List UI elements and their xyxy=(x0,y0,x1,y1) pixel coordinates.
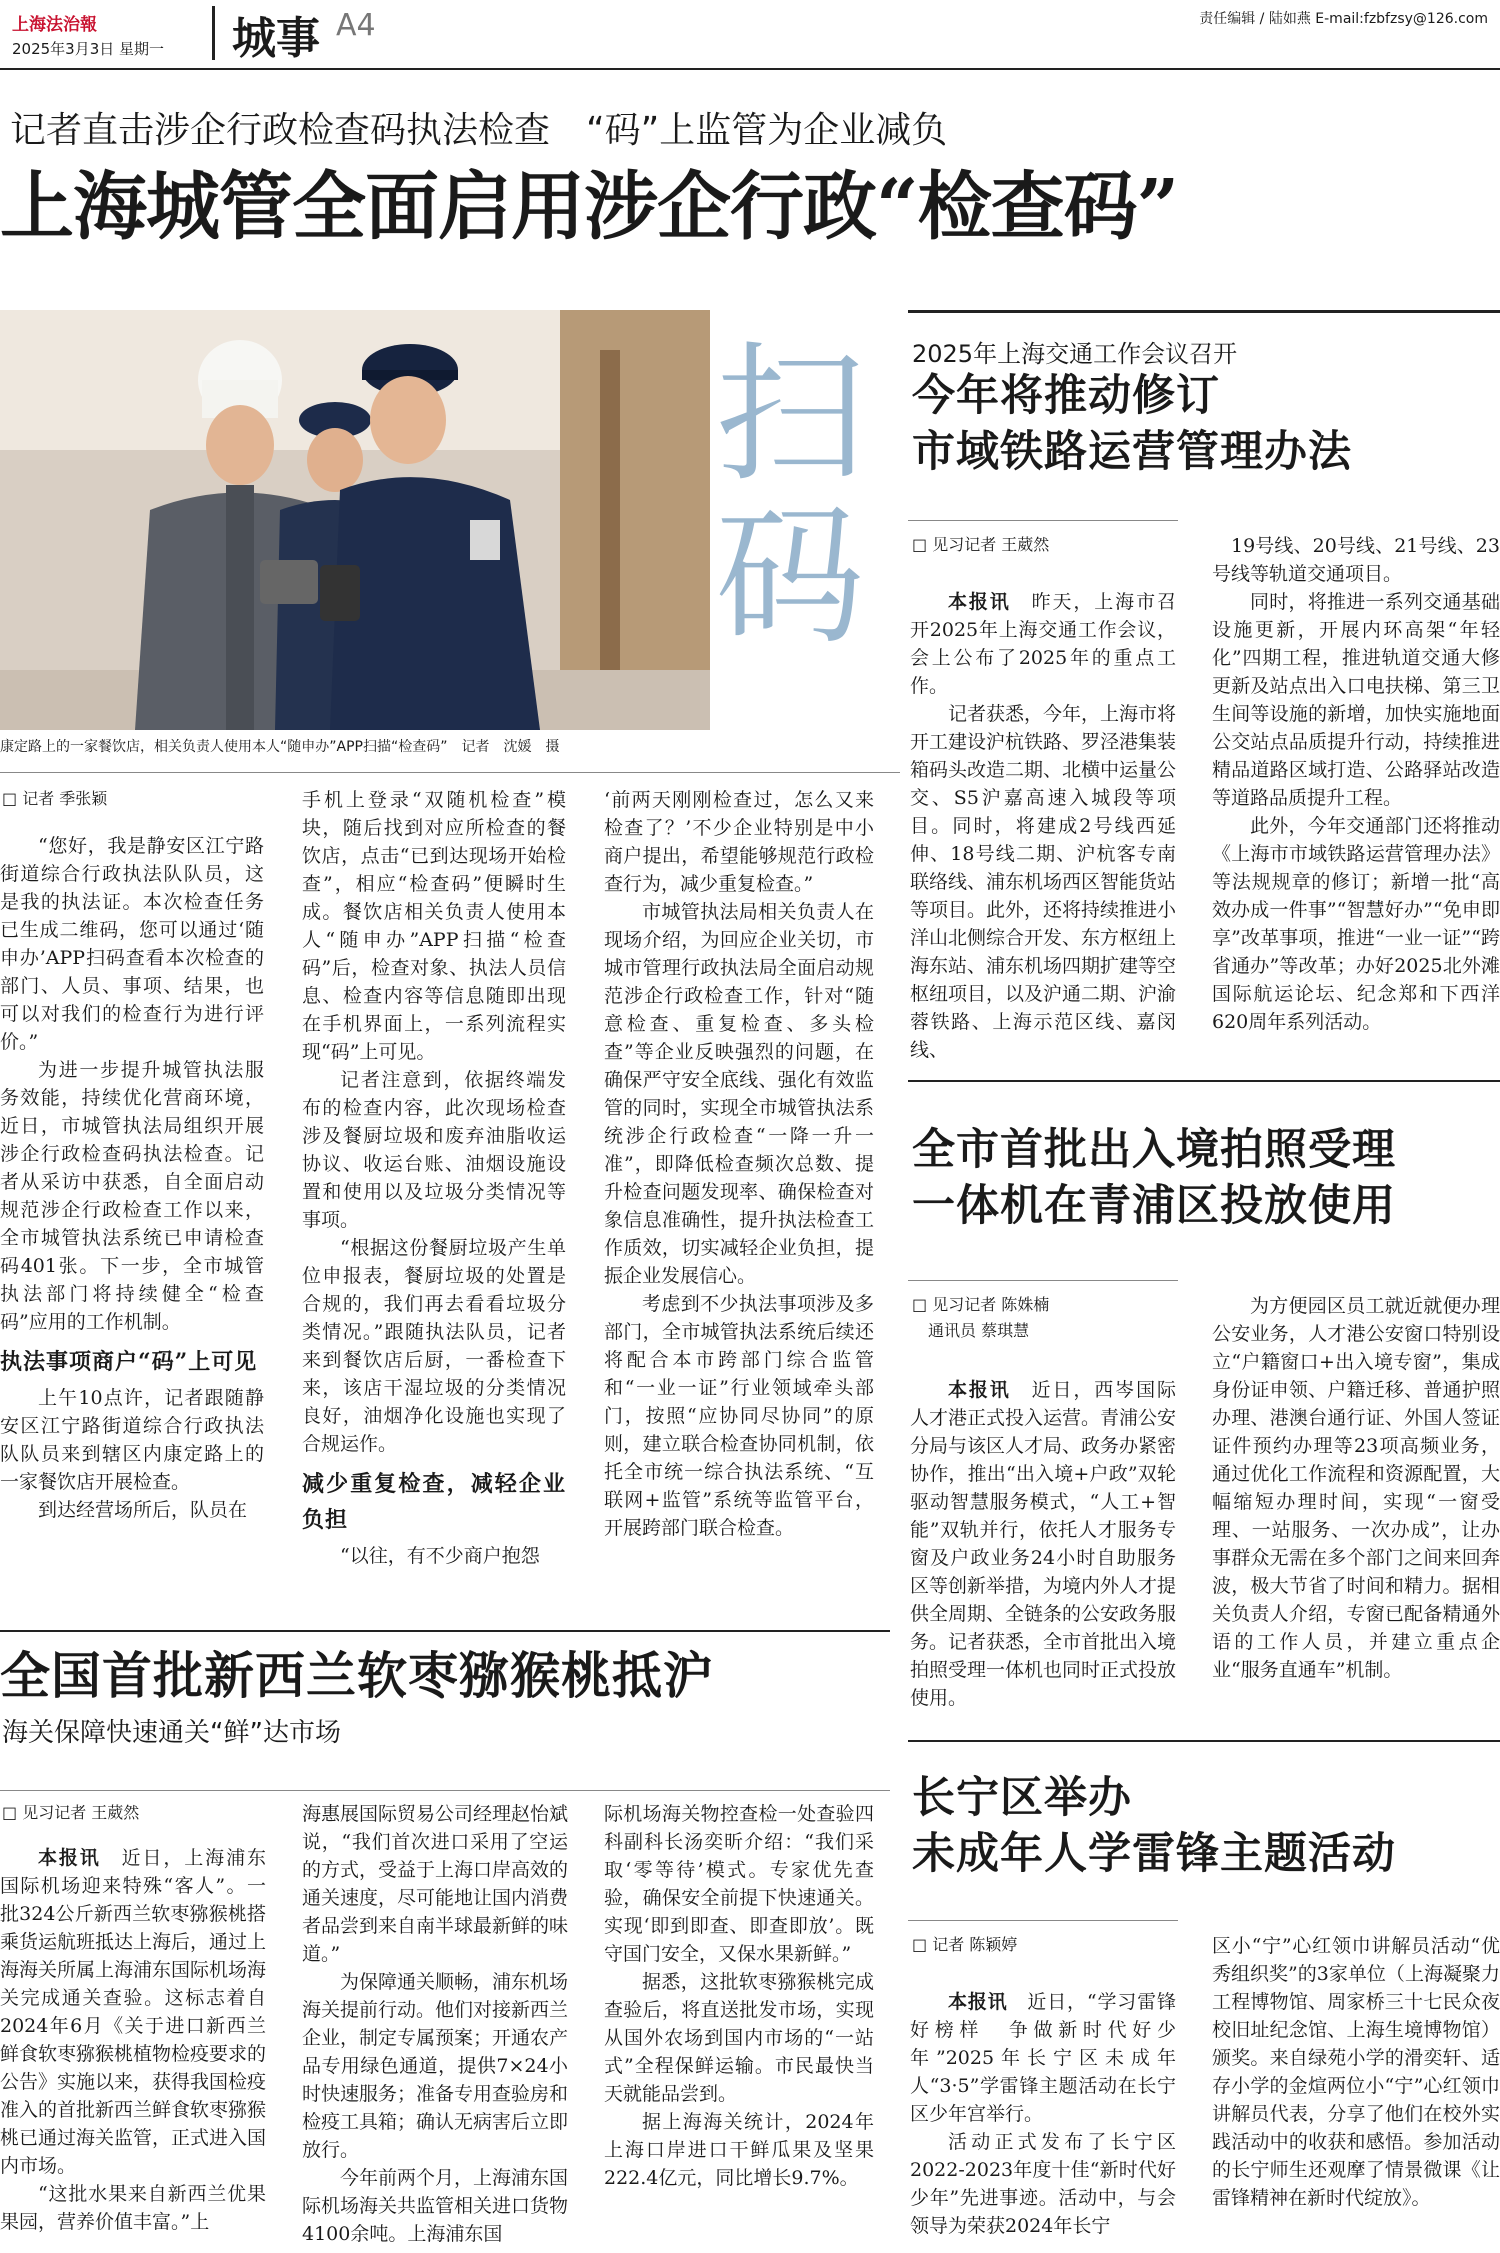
header-divider xyxy=(212,6,215,60)
photo-story-col-1 xyxy=(910,1376,1176,1712)
lead-byline: □ 记者 季张颖 xyxy=(2,789,108,808)
paragraph: 为方便园区员工就近就便办理公安业务，人才港公安窗口特别设立“户籍窗口+出入境专窗”，集成身份证申领、户籍迁移、普通护照办理、港澳台通行证、外国人签证证件预约办理等23项高频业务，通过优化工作流程和资源配置，大幅缩短办理时间，实现“一窗受理、一站服务、一次办成”，让办事群众无需在多个部门之间来回奔波，极大节省了时间和精力。据相关负责人介绍，专窗已配备精通外语的工作人员，并建立重点企业“服务直通车”机制。 xyxy=(1212,1295,1500,1681)
paragraph: 据悉，这批软枣猕猴桃完成查验后，将直送批发市场，实现从国外农场到国内市场的“一站式”全程保鲜运输。市民最快当天就能品尝到。 xyxy=(604,1971,874,2105)
dateline: 本报讯 xyxy=(948,1991,1008,2013)
kiwi-col-3 xyxy=(604,1800,874,2192)
traffic-byline-rule xyxy=(908,520,1178,521)
paragraph: “根据这份餐厨垃圾产生单位申报表，餐厨垃圾的处置是合规的，我们再去看看垃圾分类情况。”跟随执法队员，记者来到餐饮店后厨，一番检查下来，该店干湿垃圾的分类情况良好，油烟净化设施也实现了合规运作。 xyxy=(302,1237,566,1455)
kiwi-body-rule xyxy=(0,1790,890,1791)
traffic-top-rule xyxy=(908,310,1500,313)
photo-caption: 康定路上的一家餐饮店，相关负责人使用本人“随申办”APP扫描“检查码” 记者 沈媛 摄 xyxy=(0,739,560,755)
leifeng-col-1 xyxy=(910,1988,1176,2240)
paragraph: 记者注意到，依据终端发布的检查内容，此次现场检查涉及餐厨垃圾和废弃油脂收运协议、收运台账、油烟设施设置和使用以及垃圾分类情况等事项。 xyxy=(302,1069,566,1231)
paragraph xyxy=(910,1376,1176,1712)
paragraph: 上午10点许，记者跟随静安区江宁路街道综合行政执法队队员来到辖区内康定路上的一家餐饮店开展检查。 xyxy=(0,1387,264,1493)
paragraph: 为进一步提升城管执法服务效能，持续优化营商环境，近日，市城管执法局组织开展涉企行政检查码执法检查。记者从采访中获悉，自全面启动规范涉企行政检查工作以来，全市城管执法系统已申请检查码401张。下一步，全市城管执法部门将持续健全“检查码”应用的工作机制。 xyxy=(0,1059,264,1333)
paragraph: 海惠展国际贸易公司经理赵怡斌说，“我们首次进口采用了空运的方式，受益于上海口岸高效的通关速度，尽可能地让国内消费者品尝到来自南半球最新鲜的味道。” xyxy=(302,1803,569,1965)
paragraph: 际机场海关物控查检一处查验四科副科长汤奕昕介绍：“我们采取‘零等待’模式。专家优先查验，确保安全前提下快速通关。实现‘即到即查、即查即放’。既守国门安全，又保水果新鲜。” xyxy=(604,1803,874,1965)
paragraph: 为保障通关顺畅，浦东机场海关提前行动。他们对接新西兰企业，制定专属预案；开通农产品专用绿色通道，提供7×24小时快速服务；准备专用查验房和检疫工具箱；确认无病害后立即放行。 xyxy=(302,1971,569,2161)
lead-body-rule xyxy=(0,772,900,773)
dateline: 本报讯 xyxy=(948,1379,1011,1401)
leifeng-col-2 xyxy=(1212,1932,1500,2212)
lead-subhead-2: 减少重复检查，减轻企业负担 xyxy=(302,1471,566,1533)
lead-headline: 上海城管全面启用涉企行政“检查码” xyxy=(0,164,1179,250)
kiwi-headline: 全国首批新西兰软枣猕猴桃抵沪 xyxy=(0,1646,714,1705)
traffic-kicker: 2025年上海交通工作会议召开 xyxy=(912,340,1238,368)
kiwi-top-rule xyxy=(0,1630,890,1632)
paragraph: 区小“宁”心红领巾讲解员活动“优秀组织奖”的3家单位（上海凝聚力工程博物馆、周家桥三十七民众夜校旧址纪念馆、上海生境博物馆）颁奖。来自绿苑小学的滑奕轩、适存小学的金煊两位小“宁”心红领巾讲解员代表，分享了他们在校外实践活动中的收获和感悟。参加活动的长宁师生还观摩了情景微课《让雷锋精神在新时代绽放》。 xyxy=(1212,1935,1500,2209)
paragraph: 今年前两个月，上海浦东国际机场海关共监管相关进口货物4100余吨。上海浦东国 xyxy=(302,2167,569,2245)
paragraph: 记者获悉，今年，上海市将开工建设沪杭铁路、罗泾港集装箱码头改造二期、北横中运量公交、S5沪嘉高速入城段等项目。同时，将建成2号线西延伸、18号线二期、沪杭客专南联络线、浦东机场西区智能货站等项目。此外，还将持续推进小洋山北侧综合开发、东方枢纽上海东站、浦东机场四期扩建等空枢纽项目，以及沪通二期、沪渝蓉铁路、上海示范区线、嘉闵线、 xyxy=(910,703,1177,1061)
paragraph: 同时，将推进一系列交通基础设施更新，开展内环高架“年轻化”四期工程，推进轨道交通大修更新及站点出入口电扶梯、第三卫生间等设施的新增，加快实施地面公交站点品质提升行动，持续推进精品道路区域打造、公路驿站改造等道路品质提升工程。 xyxy=(1212,591,1500,809)
paragraph: 市城管执法局相关负责人在现场介绍，为回应企业关切，市城市管理行政执法局全面启动规范涉企行政检查工作，针对“随意检查、重复检查、多头检查”等企业反映强烈的问题，在确保严守安全底线、强化有效监管的同时，实现全市城管执法系统涉企行政检查“一降一升一准”，即降低检查频次总数、提升检查问题发现率、确保检查对象信息准确性，提升执法检查工作质效，切实减轻企业负担，提振企业发展信心。 xyxy=(604,901,874,1287)
kiwi-col-2 xyxy=(302,1800,568,2248)
lead-photo xyxy=(0,310,710,730)
paragraph: 据上海海关统计，2024年上海口岸进口干鲜瓜果及坚果222.4亿元，同比增长9.7%。 xyxy=(604,2111,874,2189)
lead-col-3 xyxy=(604,786,874,1542)
traffic-col-1 xyxy=(910,588,1176,1064)
photo-story-top-rule xyxy=(908,1080,1500,1082)
paragraph-text: 近日，“学习雷锋好榜样 争做新时代好少年”2025年长宁区未成年人“3·5”学雷锋主题活动在长宁区少年宫举行。 xyxy=(910,1991,1176,2125)
masthead-logo: 上海法治報 xyxy=(12,15,97,35)
deco-scan-text: 扫码 xyxy=(714,329,865,665)
editor-credit: 责任编辑 / 陆如燕 E-mail:fzbfzsy@126.com xyxy=(1199,11,1488,27)
header-rule xyxy=(0,68,1500,70)
kiwi-byline: □ 见习记者 王葳然 xyxy=(2,1803,140,1822)
paragraph-text: 近日，西岑国际人才港正式投入运营。青浦公安分局与该区人才局、政务办紧密协作，推出“出入境+户政”双轮驱动智慧服务模式，“人工+智能”双轨并行，依托人才服务专窗及户政业务24小时自助服务区等创新举措，为境内外人才提供全周期、全链条的公安政务服务。记者获悉，全市首批出入境拍照受理一体机也同时正式投放使用。 xyxy=(910,1379,1177,1709)
paragraph: 此外，今年交通部门还将推动《上海市市域铁路运营管理办法》等法规规章的修订；新增一批“高效办成一件事”“智慧好办”“免申即享”改革事项，推进“一业一证”“跨省通办”等改革；办好2025北外滩国际航运论坛、纪念郑和下西洋620周年系列活动。 xyxy=(1212,815,1500,1033)
paragraph xyxy=(0,1844,266,2180)
paragraph: 手机上登录“双随机检查”模块，随后找到对应所检查的餐饮店，点击“已到达现场开始检查”，相应“检查码”便瞬时生成。餐饮店相关负责人使用本人“随申办”APP扫描“检查码”后，检查对象、执法人员信息、检查内容等信息随即出现在手机界面上，一系列流程实现“码”上可见。 xyxy=(302,789,566,1063)
paragraph-text: 昨天，上海市召开2025年上海交通工作会议，会上公布了2025年的重点工作。 xyxy=(910,591,1176,697)
issue-date: 2025年3月3日 星期一 xyxy=(12,40,165,58)
leifeng-top-rule xyxy=(908,1740,1500,1742)
paragraph: “以往，有不少商户抱怨 xyxy=(340,1545,540,1567)
paragraph: 到达经营场所后，队员在 xyxy=(38,1499,248,1521)
photo-story-headline-line-1: 全市首批出入境拍照受理 xyxy=(912,1125,1396,1175)
leifeng-headline-line-2: 未成年人学雷锋主题活动 xyxy=(912,1829,1396,1879)
paragraph: “您好，我是静安区江宁路街道综合行政执法队队员，这是我的执法证。本次检查任务已生成二维码，您可以通过‘随申办’APP扫码查看本次检查的部门、人员、事项、结果，也可以对我们的检查行为进行评价。” xyxy=(0,835,264,1053)
paragraph xyxy=(910,1988,1176,2128)
paragraph xyxy=(910,588,1176,700)
dateline: 本报讯 xyxy=(38,1847,101,1869)
lead-subhead-1: 执法事项商户“码”上可见 xyxy=(0,1349,258,1375)
lead-col-2 xyxy=(302,786,566,1570)
paragraph-text: 近日，上海浦东国际机场迎来特殊“客人”。一批324公斤新西兰软枣猕猴桃搭乘货运航班抵达上海后，通过上海海关所属上海浦东国际机场海关完成通关查验。这标志着自2024年6月《关于进口新西兰鲜食软枣猕猴桃植物检疫要求的公告》实施以来，获得我国检疫准入的首批新西兰鲜食软枣猕猴桃已通过海关监管，正式进入国内市场。 xyxy=(0,1847,267,2177)
lead-col-1 xyxy=(0,832,264,1524)
leifeng-byline-rule xyxy=(908,1920,1178,1921)
page-number: A4 xyxy=(336,8,376,43)
traffic-col-2 xyxy=(1212,532,1500,1036)
traffic-headline-line-1: 今年将推动修订 xyxy=(912,371,1220,421)
kiwi-subheadline: 海关保障快速通关“鲜”达市场 xyxy=(2,1718,341,1748)
kiwi-col-1 xyxy=(0,1844,266,2236)
dateline: 本报讯 xyxy=(948,591,1011,613)
leifeng-headline-line-1: 长宁区举办 xyxy=(912,1773,1132,1823)
paragraph: 考虑到不少执法事项涉及多部门，全市城管执法系统后续还将配合本市跨部门综合监管和“一业一证”行业领域牵头部门，按照“应协同尽协同”的原则，建立联合检查协同机制，依托全市统一综合执法系统、“互联网+监管”系统等监管平台，开展跨部门联合检查。 xyxy=(604,1293,874,1539)
paragraph: 活动正式发布了长宁区2022-2023年度十佳“新时代好少年”先进事迹。活动中，与会领导为荣获2024年长宁 xyxy=(910,2131,1176,2237)
paragraph: ‘前两天刚刚检查过，怎么又来检查了？’不少企业特别是中小商户提出，希望能够规范行政检查行为，减少重复检查。” xyxy=(604,789,874,895)
paragraph: “这批水果来自新西兰优果果园，营养价值丰富。”上 xyxy=(0,2183,266,2233)
leifeng-byline: □ 记者 陈颖婷 xyxy=(912,1935,1018,1954)
photo-illustration xyxy=(0,310,710,730)
section-name: 城事 xyxy=(232,13,320,64)
lead-kicker: 记者直击涉企行政检查码执法检查 “码”上监管为企业减负 xyxy=(10,110,948,151)
photo-story-byline-1: □ 见习记者 陈姝楠 xyxy=(912,1295,1050,1314)
traffic-byline: □ 见习记者 王葳然 xyxy=(912,535,1050,554)
photo-story-byline-2: 通讯员 蔡琪慧 xyxy=(912,1321,1030,1340)
paragraph: 19号线、20号线、21号线、23号线等轨道交通项目。 xyxy=(1212,535,1500,585)
photo-story-byline-rule xyxy=(908,1280,1178,1281)
photo-story-col-2 xyxy=(1212,1292,1500,1684)
photo-story-headline-line-2: 一体机在青浦区投放使用 xyxy=(912,1181,1396,1231)
traffic-headline-line-2: 市域铁路运营管理办法 xyxy=(912,427,1352,477)
